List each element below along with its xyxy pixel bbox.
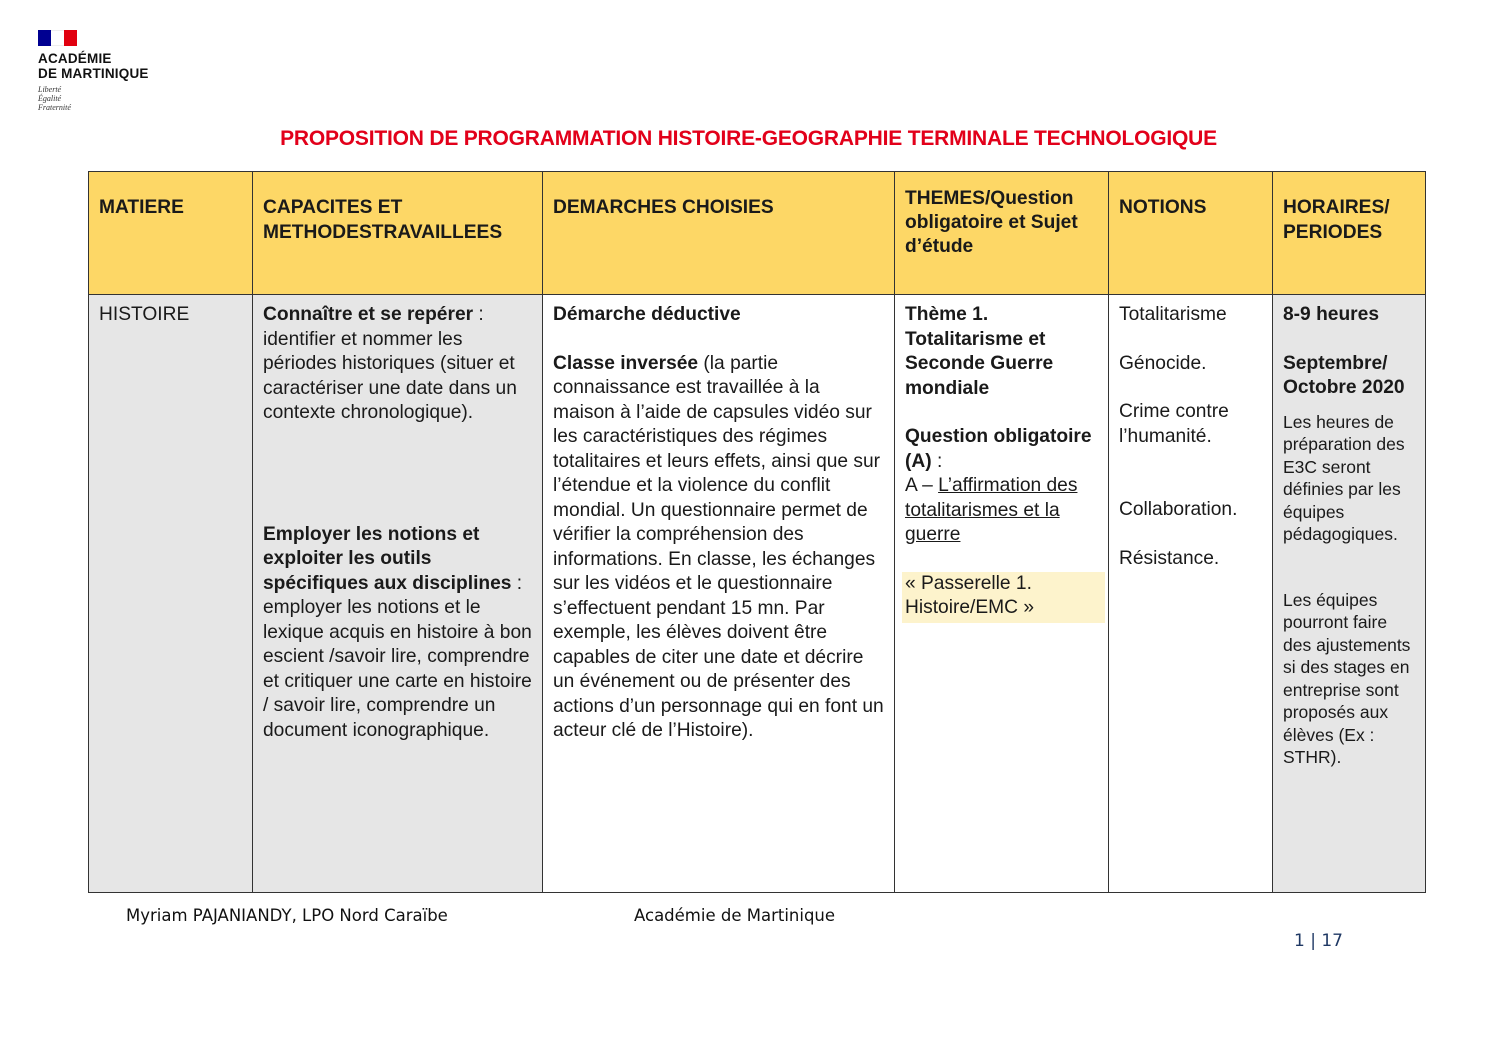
- table-row: [89, 295, 1426, 893]
- cell-notions: [1109, 295, 1273, 893]
- header-notions: NOTIONS: [1109, 172, 1273, 295]
- document-title: PROPOSITION DE PROGRAMMATION HISTOIRE-GEOGRAPHIE TERMINALE TECHNOLOGIQUE: [280, 127, 1217, 150]
- notion-item: Génocide.: [1119, 352, 1207, 374]
- programming-table: [88, 171, 1426, 893]
- cell-horaires: [1273, 295, 1426, 893]
- page-number: 1 | 17: [1294, 931, 1343, 951]
- header-capacites: CAPACITES ET METHODESTRAVAILLEES: [253, 172, 543, 295]
- header-matiere: MATIERE: [89, 172, 253, 295]
- table-header-row: [89, 172, 1426, 295]
- academy-logo: [38, 30, 178, 112]
- cell-capacites: Connaître et se repérer : identifier et nommer les périodes historiques (situer et caractériser une date dans un contexte chronologique). Employer les notions et exploiter les outils spécifiques aux disciplines : employer les notions et le lexique acquis en histoire à bon escient /savoir lire, comprendre et critiquer une carte en histoire / savoir lire, comprendre un document iconographique.: [253, 295, 543, 893]
- footer-academy: Académie de Martinique: [634, 906, 836, 925]
- horaires-periode: Septembre/ Octobre 2020: [1283, 352, 1405, 398]
- horaires-note-1: Les heures de préparation des E3C seront définies par les équipes pédagogiques.: [1283, 411, 1405, 544]
- notion-item: Totalitarisme: [1119, 304, 1227, 325]
- cell-themes: Thème 1. Totalitarisme et Seconde Guerre mondiale Question obligatoire (A) : A – L’affirmation des totalitarismes et la guerre « Passerelle 1. Histoire/EMC »: [895, 295, 1109, 893]
- cell-demarches: Démarche déductive Classe inversée (la partie connaissance est travaillée à la maison à l’aide de capsules vidéo sur les caractéristiques des régimes totalitaires et leurs effets, ainsi que sur l’étendue et la violence du conflit mondial. Un questionnaire permet de vérifier la compréhension des informations. En classe, les échanges sur les vidéos et le questionnaire s’effectuent pendant 15 mn. Par exemple, les élèves doivent être capables de citer une date et décrire un événement ou de présenter des actions d’un personnage qui en font un acteur clé de l’Histoire).: [543, 295, 895, 893]
- logo-motto: Liberté Égalité Fraternité: [38, 85, 71, 112]
- french-flag-icon: [38, 30, 77, 46]
- passerelle-highlight: « Passerelle 1. Histoire/EMC »: [902, 572, 1105, 623]
- header-demarches: DEMARCHES CHOISIES: [543, 172, 895, 295]
- notion-item: Résistance.: [1119, 547, 1220, 569]
- horaires-note-2: Les équipes pourront faire des ajustements si des stages en entreprise sont proposés aux élèves (Ex : STHR).: [1283, 589, 1411, 767]
- header-horaires: HORAIRES/ PERIODES: [1273, 172, 1426, 295]
- horaires-duree: 8-9 heures: [1283, 304, 1379, 325]
- notion-item: Crime contre l’humanité.: [1119, 401, 1229, 447]
- cell-matiere: HISTOIRE: [89, 295, 253, 893]
- footer-author: Myriam PAJANIANDY, LPO Nord Caraïbe: [126, 906, 448, 925]
- logo-name: ACADÉMIE DE MARTINIQUE: [38, 51, 149, 81]
- header-themes: THEMES/Question obligatoire et Sujet d’étude: [895, 172, 1109, 295]
- notion-item: Collaboration.: [1119, 499, 1238, 520]
